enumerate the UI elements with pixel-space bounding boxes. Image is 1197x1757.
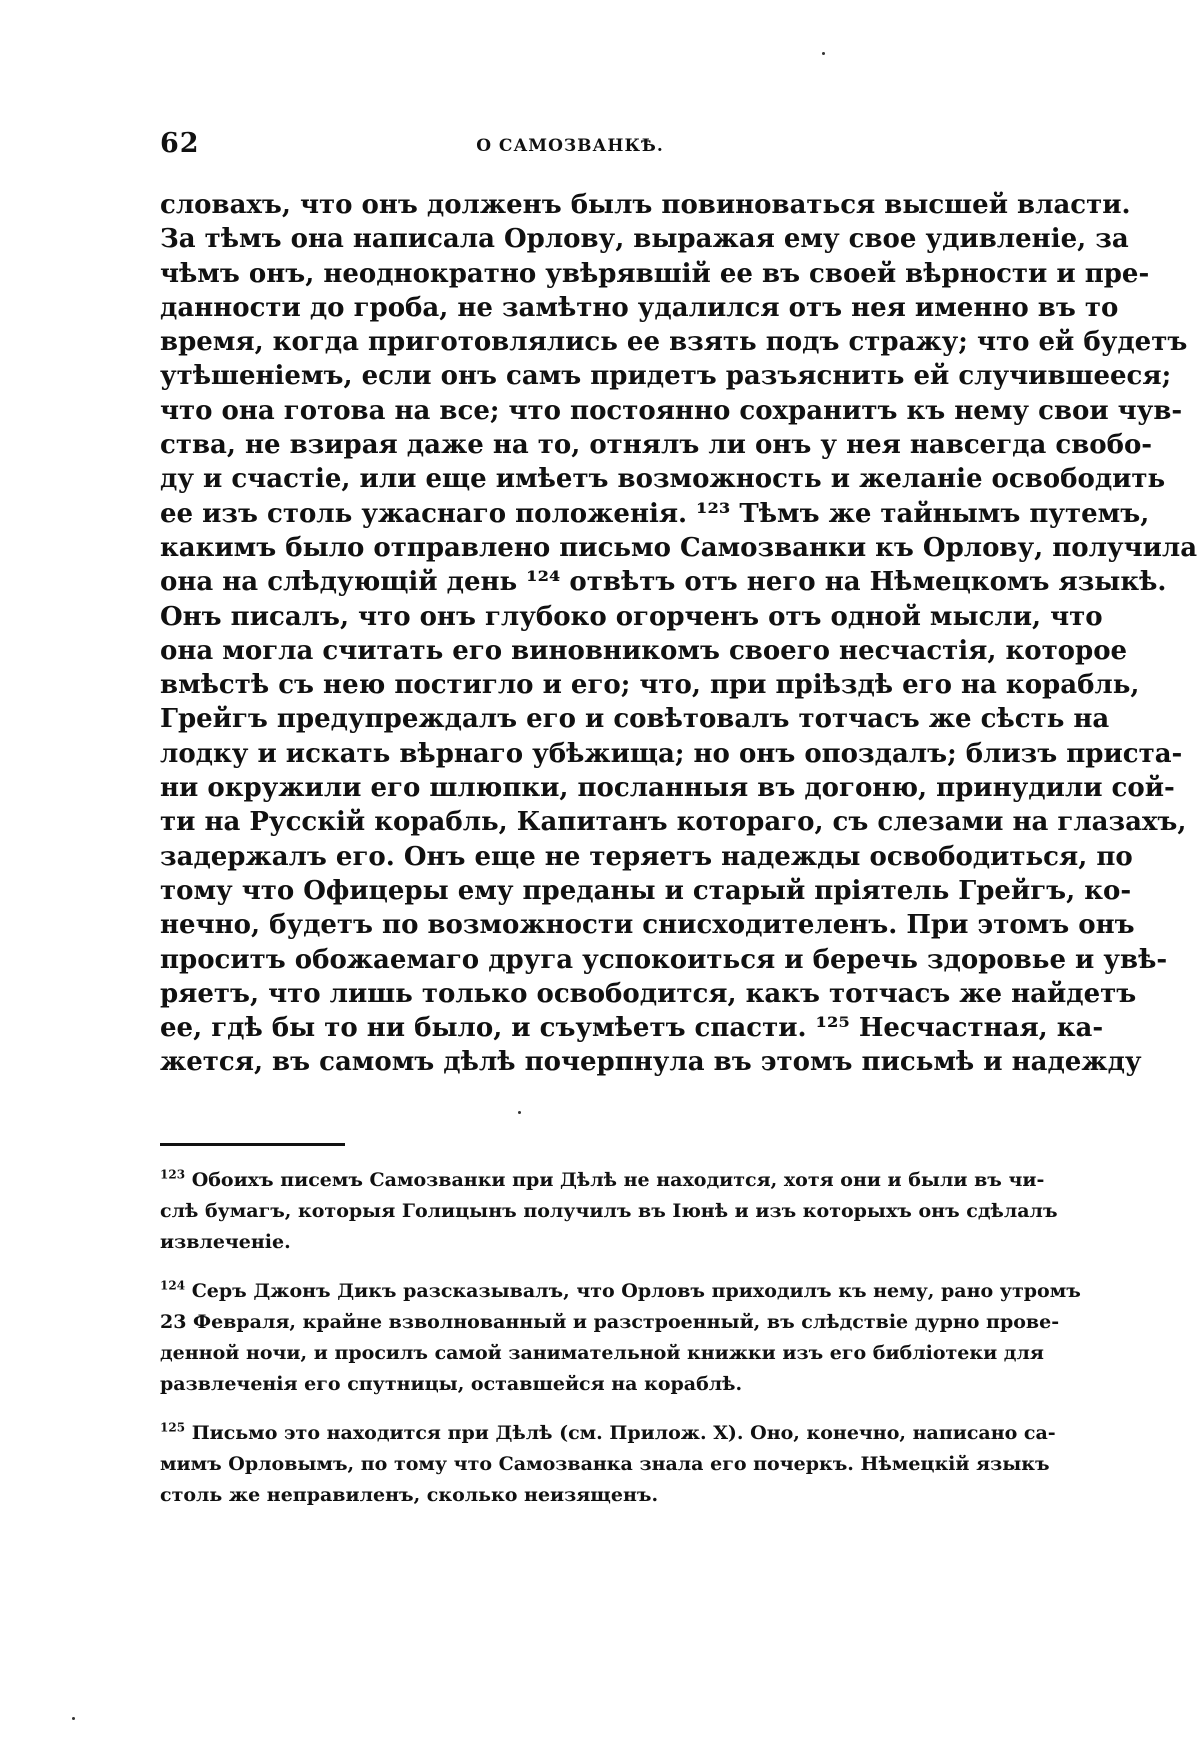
scan-speck [822,52,825,55]
scan-speck [518,1111,521,1114]
body-line: Грейгъ предупреждалъ его и совѣтовалъ тотчасъ же сѣсть на [160,704,1110,735]
body-line: задержалъ его. Онъ еще не теряетъ надежды освободиться, по [160,841,1133,872]
footnote-marker: 123 [160,1167,186,1182]
footnote-line: извлеченіе. [160,1231,291,1253]
footnote-123 [160,1165,1058,1258]
body-line: ни окружили его шлюпки, посланныя въ догоню, принудили сой- [160,773,1175,804]
body-line: данности до гроба, не замѣтно удалился отъ нея именно въ то [160,292,1119,323]
body-line: ти на Русскій корабль, Капитанъ котораго, съ слезами на глазахъ, [160,807,1187,838]
footnote-line: 23 Февраля, крайне взволнованный и разстроенный, въ слѣдствіе дурно прове- [160,1311,1060,1333]
body-line: жется, въ самомъ дѣлѣ почерпнула въ этомъ письмѣ и надежду [160,1047,1142,1078]
footnote-text: Письмо это находится при Дѣлѣ (см. Прилож. X). Оно, конечно, написано са- [191,1422,1056,1444]
footnote-line: развлеченія его спутницы, оставшейся на кораблѣ. [160,1373,743,1395]
body-line: Онъ писалъ, что онъ глубоко огорченъ отъ одной мысли, что [160,601,1103,632]
footnote-marker: 125 [160,1420,186,1435]
footnote-line [160,1418,1056,1449]
body-line: ства, не взирая даже на то, отнялъ ли онъ у нея навсегда свобо- [160,430,1153,461]
footnotes [160,1165,1081,1529]
footnote-text: Обоихъ писемъ Самозванки при Дѣлѣ не находится, хотя они и были въ чи- [191,1169,1045,1191]
body-line: ду и счастіе, или еще имѣетъ возможность и желаніе освободить [160,464,1166,495]
body-line: вмѣстѣ съ нею постигло и его; что, при пріѣздѣ его на корабль, [160,670,1140,701]
body-line: какимъ было отправлено письмо Самозванки къ Орлову, получила [160,532,1197,563]
footnote-text: Серъ Джонъ Дикъ разсказывалъ, что Орловъ приходилъ къ нему, рано утромъ [191,1280,1081,1302]
body-line: утѣшеніемъ, если онъ самъ придетъ разъяснить ей случившееся; [160,361,1172,392]
footnote-line: столь же неправиленъ, сколько неизященъ. [160,1484,659,1506]
page-number: 62 [160,128,200,159]
body-line: ряетъ, что лишь только освободится, какъ тотчасъ же найдетъ [160,978,1137,1009]
body-line: словахъ, что онъ долженъ былъ повиноваться высшей власти. [160,190,1131,220]
footnote-line: денной ночи, и просилъ самой занимательной книжки изъ его библіотеки для [160,1342,1044,1364]
footnote-line: мимъ Орловымъ, по тому что Самозванка знала его почеркъ. Нѣмецкій языкъ [160,1453,1050,1475]
footnote-marker: 124 [160,1278,186,1293]
running-title: О САМОЗВАНКѢ. [476,136,664,156]
body-line: тому что Офицеры ему преданы и старый пріятель Грейгъ, ко- [160,875,1132,906]
scan-speck [72,1717,75,1720]
body-line: она могла считать его виновникомъ своего несчастія, которое [160,635,1128,666]
footnote-line: слѣ бумагъ, которыя Голицынъ получилъ въ Іюнѣ и изъ которыхъ онъ сдѣлалъ [160,1200,1058,1222]
footnote-125 [160,1418,1056,1511]
body-text [160,188,1197,1080]
body-line: время, когда приготовлялись ее взять подъ стражу; что ей будетъ [160,327,1188,358]
footnote-line [160,1276,1081,1307]
body-line: лодку и искать вѣрнаго убѣжища; но онъ опоздалъ; близъ приста- [160,738,1183,769]
body-line: ее изъ столь ужаснаго положенія. ¹²³ Тѣмъ же тайнымъ путемъ, [160,498,1150,529]
body-line: ее, гдѣ бы то ни было, и съумѣетъ спасти. ¹²⁵ Несчастная, ка- [160,1013,1104,1044]
body-line: проситъ обожаемаго друга успокоиться и беречь здоровье и увѣ- [160,944,1168,975]
body-line: что она готова на все; что постоянно сохранитъ къ нему свои чув- [160,395,1183,426]
footnote-rule [160,1143,345,1146]
footnote-line [160,1165,1045,1196]
body-line: нечно, будетъ по возможности снисходителенъ. При этомъ онъ [160,910,1135,941]
body-line: она на слѣдующій день ¹²⁴ отвѣтъ отъ него на Нѣмецкомъ языкѣ. [160,567,1167,598]
footnote-124 [160,1276,1081,1400]
body-line: За тѣмъ она написала Орлову, выражая ему свое удивленіе, за [160,224,1129,255]
body-line: чѣмъ онъ, неоднократно увѣрявшій ее въ своей вѣрности и пре- [160,258,1150,289]
